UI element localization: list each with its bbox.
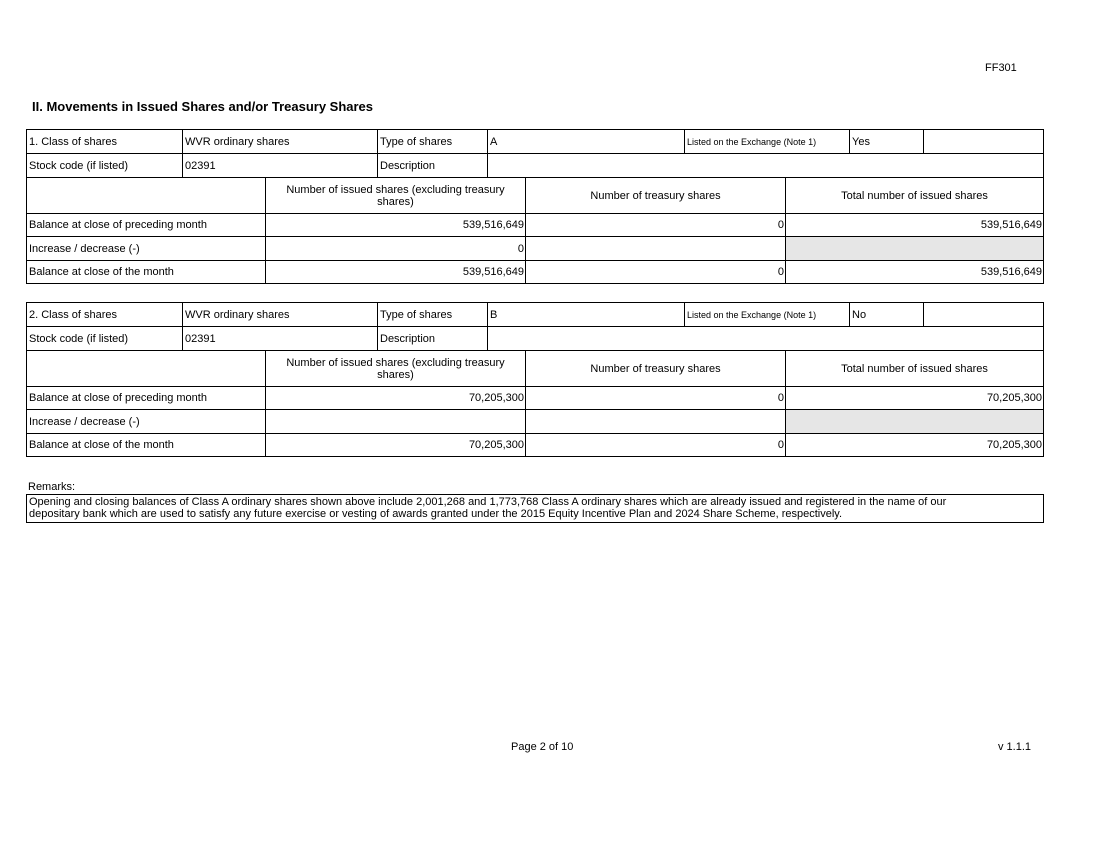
total-value-shaded (785, 409, 1044, 433)
type-value: A (487, 129, 684, 153)
row-label: Balance at close of preceding month (26, 213, 265, 236)
col-total-header: Total number of issued shares (785, 177, 1044, 213)
description-value (487, 326, 1044, 350)
total-value: 70,205,300 (785, 386, 1044, 409)
description-label: Description (377, 153, 487, 177)
issued-value (265, 409, 525, 433)
stock-code-value: 02391 (182, 326, 377, 350)
treasury-value: 0 (525, 260, 785, 284)
stock-code-row (26, 153, 1044, 177)
preceding-row (26, 386, 1044, 409)
issued-value: 539,516,649 (265, 260, 525, 284)
listed-label: Listed on the Exchange (Note 1) (684, 302, 849, 326)
version-label: v 1.1.1 (998, 741, 1032, 753)
column-header-row (26, 177, 1044, 213)
treasury-value (525, 236, 785, 260)
total-value: 539,516,649 (785, 213, 1044, 236)
listed-extra (923, 129, 1044, 153)
description-label: Description (377, 326, 487, 350)
change-row (26, 236, 1044, 260)
close-row (26, 433, 1044, 457)
class-value: WVR ordinary shares (182, 129, 377, 153)
col-issued-header: Number of issued shares (excluding treasury shares) (265, 177, 525, 213)
class-row (26, 129, 1044, 153)
total-value: 539,516,649 (785, 260, 1044, 284)
stock-code-label: Stock code (if listed) (26, 153, 182, 177)
row-label: Balance at close of the month (26, 260, 265, 284)
treasury-value: 0 (525, 433, 785, 457)
col-issued-header: Number of issued shares (excluding treasury shares) (265, 350, 525, 386)
remarks-text-line-1: Opening and closing balances of Class A ordinary shares shown above include 2,001,268 and 1,773,768 Class A ordinary shares which are already issued and registered in the name of our (29, 496, 947, 508)
header-blank (26, 177, 265, 213)
close-row (26, 260, 1044, 284)
stock-code-row (26, 326, 1044, 350)
class-label: 2. Class of shares (26, 302, 182, 326)
type-label: Type of shares (377, 129, 487, 153)
stock-code-value: 02391 (182, 153, 377, 177)
preceding-row (26, 213, 1044, 236)
column-header-row (26, 350, 1044, 386)
issued-value: 70,205,300 (265, 386, 525, 409)
issued-value: 539,516,649 (265, 213, 525, 236)
listed-value: Yes (849, 129, 923, 153)
issued-value: 70,205,300 (265, 433, 525, 457)
row-label: Balance at close of preceding month (26, 386, 265, 409)
row-label: Increase / decrease (-) (26, 409, 265, 433)
treasury-value: 0 (525, 386, 785, 409)
listed-label: Listed on the Exchange (Note 1) (684, 129, 849, 153)
change-row (26, 409, 1044, 433)
header-blank (26, 350, 265, 386)
class-value: WVR ordinary shares (182, 302, 377, 326)
col-treasury-header: Number of treasury shares (525, 350, 785, 386)
type-value: B (487, 302, 684, 326)
total-value-shaded (785, 236, 1044, 260)
row-label: Increase / decrease (-) (26, 236, 265, 260)
form-code: FF301 (985, 62, 1017, 74)
type-label: Type of shares (377, 302, 487, 326)
treasury-value: 0 (525, 213, 785, 236)
stock-code-label: Stock code (if listed) (26, 326, 182, 350)
section-title: II. Movements in Issued Shares and/or Treasury Shares (32, 99, 374, 114)
total-value: 70,205,300 (785, 433, 1044, 457)
row-label: Balance at close of the month (26, 433, 265, 457)
description-value (487, 153, 1044, 177)
issued-value: 0 (265, 236, 525, 260)
col-treasury-header: Number of treasury shares (525, 177, 785, 213)
col-total-header: Total number of issued shares (785, 350, 1044, 386)
treasury-value (525, 409, 785, 433)
remarks-box (26, 494, 1044, 523)
listed-value: No (849, 302, 923, 326)
listed-extra (923, 302, 1044, 326)
page-number: Page 2 of 10 (511, 741, 574, 753)
class-label: 1. Class of shares (26, 129, 182, 153)
remarks-text-line-2: depositary bank which are used to satisfy any future exercise or vesting of awards granted under the 2015 Equity Incentive Plan and 2024 Share Scheme, respectively. (29, 508, 843, 520)
remarks-label: Remarks: (28, 481, 76, 493)
class-row (26, 302, 1044, 326)
